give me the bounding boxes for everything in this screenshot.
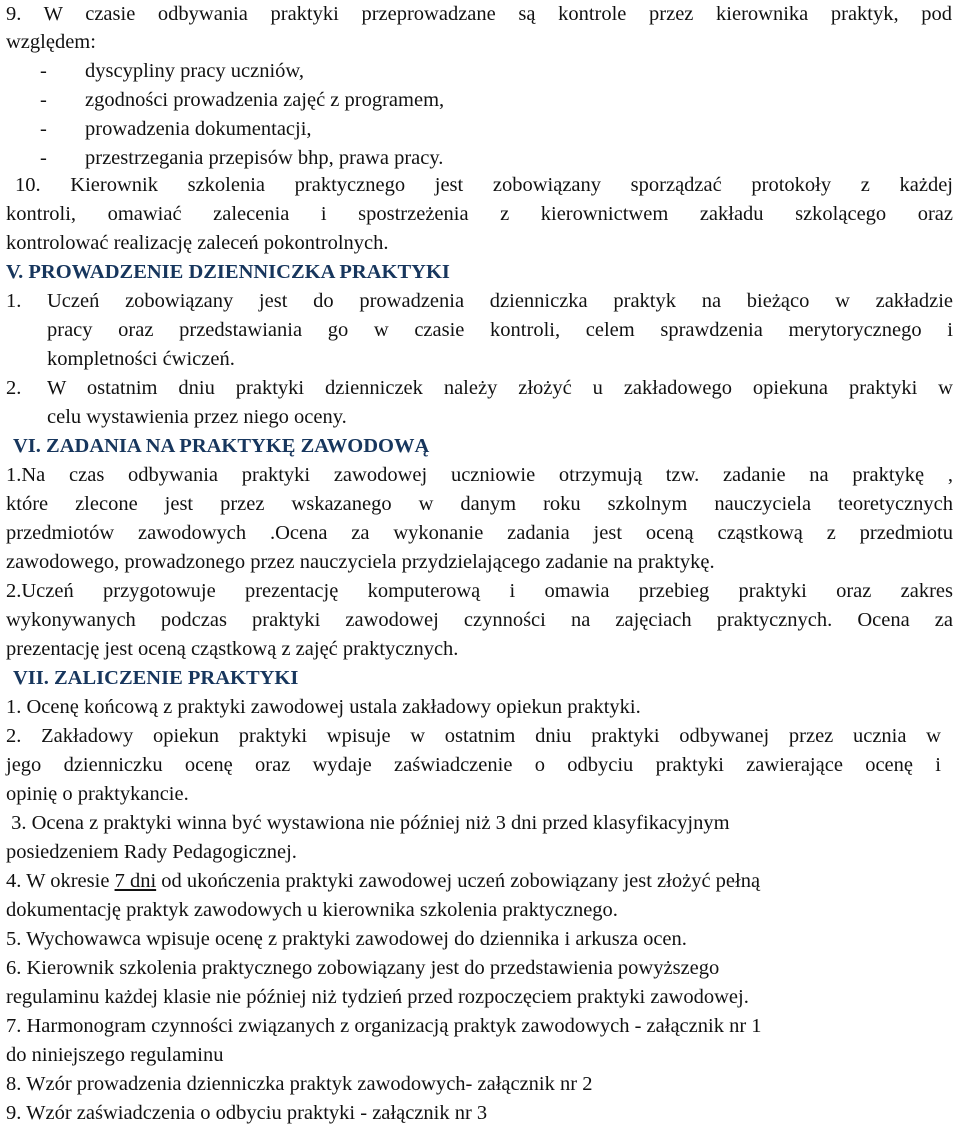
secvii-item-4-pre: 4. W okresie [6,870,115,892]
secvii-item-8: 8. Wzór prowadzenia dzienniczka praktyk zawodowych- załącznik nr 2 [6,1073,593,1095]
s10-line2: kontroli, omawiać zalecenia i spostrzeżenia z kierownictwem zakładu szkolącego oraz [6,203,953,225]
secv-p1-line2: pracy oraz przedstawiania go w czasie kontroli, celem sprawdzenia merytorycznego i [47,319,953,341]
secvi-p1-line3: przedmiotów zawodowych .Ocena za wykonanie zadania jest oceną cząstkową z przedmiotu [6,522,953,544]
secvii-item-1: 1. Ocenę końcową z praktyki zawodowej ustala zakładowy opiekun praktyki. [6,696,641,718]
secvii-item-6-line1: 6. Kierownik szkolenia praktycznego zobowiązany jest do przedstawienia powyższego [6,957,720,979]
secv-p2-line1: W ostatnim dniu praktyki dzienniczek należy złożyć u zakładowego opiekuna praktyki w [47,377,953,399]
secvii-item-4-post: od ukończenia praktyki zawodowej uczeń zobowiązany jest złożyć pełną [156,870,761,892]
secvii-item-7-line1: 7. Harmonogram czynności związanych z organizacją praktyk zawodowych - załącznik nr 1 [6,1015,762,1037]
s9-line2: względem: [6,31,96,53]
s10-line1: 10. Kierownik szkolenia praktycznego jest zobowiązany sporządzać protokoły z każdej [15,174,953,196]
s9-bullet-1: dyscypliny pracy uczniów, [85,60,304,82]
section-vii-heading: VII. ZALICZENIE PRAKTYKI [13,667,299,689]
secvii-item-3-line2: posiedzeniem Rady Pedagogicznej. [6,841,297,863]
s9-line1: 9. W czasie odbywania praktyki przeprowadzane są kontrole przez kierownika praktyk, pod [6,3,952,25]
secvii-item-4-line1 [6,868,760,894]
secv-p2-num: 2. [6,377,22,399]
s9-dash-2: - [40,89,47,111]
secv-p1-line3: kompletności ćwiczeń. [47,348,235,370]
secvii-item-6-line2: regulaminu każdej klasie nie później niż tydzień przed rozpoczęciem praktyki zawodowej. [6,986,749,1008]
secv-p1-line1: Uczeń zobowiązany jest do prowadzenia dzienniczka praktyk na bieżąco w zakładzie [47,290,953,312]
secvi-p2-line2: wykonywanych podczas praktyki zawodowej czynności na zajęciach praktycznych. Ocena za [6,609,953,631]
secvii-item-3-line1: 3. Ocena z praktyki winna być wystawiona nie później niż 3 dni przed klasyfikacyjnym [6,812,730,834]
secvii-item-2-line3: opinię o praktykancie. [6,783,189,805]
secvii-item-2-line1: 2. Zakładowy opiekun praktyki wpisuje w ostatnim dniu praktyki odbywanej przez ucznia w [6,725,941,747]
section-v-heading: V. PROWADZENIE DZIENNICZKA PRAKTYKI [6,261,450,283]
s10-line3: kontrolować realizację zaleceń pokontrolnych. [6,232,389,254]
secvii-item-4-line2: dokumentację praktyk zawodowych u kierownika szkolenia praktycznego. [6,899,618,921]
section-vi-heading: VI. ZADANIA NA PRAKTYKĘ ZAWODOWĄ [13,435,430,457]
secvi-p2-line1: 2.Uczeń przygotowuje prezentację komputerową i omawia przebieg praktyki oraz zakres [6,580,953,602]
secvii-item-9: 9. Wzór zaświadczenia o odbyciu praktyki - załącznik nr 3 [6,1102,488,1124]
secvii-item-4-underlined: 7 dni [114,870,157,892]
secv-p1-num: 1. [6,290,22,312]
s9-bullet-4: przestrzegania przepisów bhp, prawa pracy. [85,147,444,169]
s9-bullet-2: zgodności prowadzenia zajęć z programem, [85,89,445,111]
secvi-p2-line3: prezentację jest oceną cząstkową z zajęć praktycznych. [6,638,459,660]
secvii-item-7-line2: do niniejszego regulaminu [6,1044,224,1066]
secv-p2-line2: celu wystawienia przez niego oceny. [47,406,347,428]
secvi-p1-line4: zawodowego, prowadzonego przez nauczyciela przydzielającego zadanie na praktykę. [6,551,715,573]
secvii-item-5: 5. Wychowawca wpisuje ocenę z praktyki zawodowej do dziennika i arkusza ocen. [6,928,687,950]
s9-dash-3: - [40,118,47,140]
secvi-p1-line2: które zlecone jest przez wskazanego w danym roku szkolnym nauczyciela teoretycznych [6,493,953,515]
secvii-item-2-line2: jego dzienniczku ocenę oraz wydaje zaświadczenie o odbyciu praktyki zawierające ocenę i [6,754,941,776]
secvi-p1-line1: 1.Na czas odbywania praktyki zawodowej uczniowie otrzymują tzw. zadanie na praktykę , [6,464,953,486]
s9-bullet-3: prowadzenia dokumentacji, [85,118,312,140]
s9-dash-4: - [40,147,47,169]
s9-dash-1: - [40,60,47,82]
